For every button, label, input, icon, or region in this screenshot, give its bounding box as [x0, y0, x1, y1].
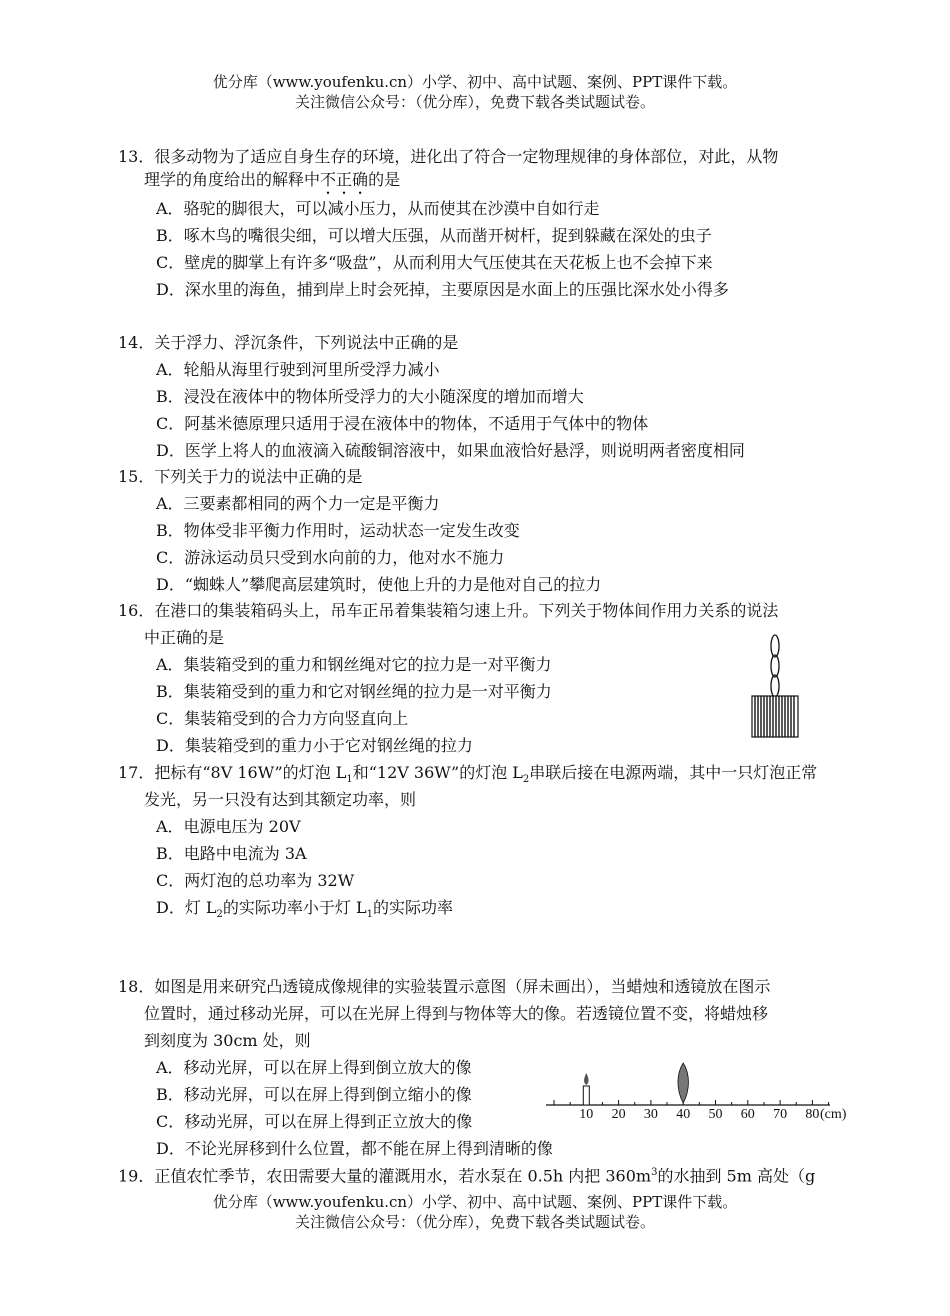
bench-tick-label: 80: [805, 1107, 820, 1122]
q17-stem-part-1: 17．把标有“8V 16W”的灯泡 L: [118, 763, 347, 782]
q17-d-sub-2: 1: [366, 909, 374, 921]
q14-option-d: D．医学上将人的血液滴入硫酸铜溶液中，如果血液恰好悬浮，则说明两者密度相同: [156, 441, 745, 460]
q16-option-d: D．集装箱受到的重力小于它对钢丝绳的拉力: [156, 736, 473, 755]
q19-stem-line-1: [118, 1162, 815, 1187]
q17-d-part-2: 的实际功率小于灯 L: [222, 898, 367, 917]
q15-option-b: B．物体受非平衡力作用时，运动状态一定发生改变: [156, 521, 520, 540]
q16-option-c: C．集装箱受到的合力方向竖直向上: [156, 709, 409, 728]
q17-option-b: B．电路中电流为 3A: [156, 844, 307, 863]
q13-option-b: B．啄木鸟的嘴很尖细，可以增大压强，从而凿开树杆，捉到躲藏在深处的虫子: [156, 226, 712, 245]
page-footer-line-1: 优分库（www.youfenku.cn）小学、初中、高中试题、案例、PPT课件下载。: [212, 1193, 738, 1211]
bench-tick-label: 60: [740, 1107, 755, 1122]
q19-stem-part-2: 的水抽到 5m 高处（g: [657, 1166, 816, 1186]
q16-option-b: B．集装箱受到的重力和它对钢丝绳的拉力是一对平衡力: [156, 682, 552, 701]
q15-option-d: D．“蜘蛛人”攀爬高层建筑时，使他上升的力是他对自己的拉力: [156, 575, 602, 594]
emphasis-dot-2: 正: [336, 170, 353, 189]
q17-stem-line-1: [118, 762, 817, 791]
q14-option-a: A．轮船从海里行驶到河里所受浮力减小: [156, 360, 440, 379]
bench-tick-label: 50: [708, 1107, 723, 1122]
q13-stem-end: 的是: [368, 170, 401, 189]
page-header-line-2: 关注微信公众号：（优分库），免费下载各类试题试卷。: [294, 93, 655, 111]
q13-stem-text: 理学的角度给出的解释中: [144, 170, 321, 189]
q13-stem-line-1: 13．很多动物为了适应自身生存的环境，进化出了符合一定物理规律的身体部位，对此，从物: [118, 147, 779, 166]
q15-option-a: A．三要素都相同的两个力一定是平衡力: [156, 494, 440, 513]
bench-tick-label: 70: [773, 1107, 788, 1122]
q13-option-c: C．壁虎的脚掌上有许多“吸盘”，从而利用大气压使其在天花板上也不会掉下来: [156, 253, 713, 272]
q17-d-part-3: 的实际功率: [373, 898, 454, 917]
lens-shape: [678, 1063, 689, 1103]
container-crane-figure: [745, 632, 805, 742]
q18-stem-line-3: 到刻度为 30cm 处，则: [144, 1031, 311, 1050]
q18-stem-line-1: 18．如图是用来研究凸透镜成像规律的实验装置示意图（屏未画出），当蜡烛和透镜放在图示: [118, 977, 771, 996]
chain-link-1: [771, 635, 779, 657]
page-header-line-1: 优分库（www.youfenku.cn）小学、初中、高中试题、案例、PPT课件下载。: [212, 73, 738, 91]
emphasis-dot-1: 不: [320, 170, 337, 189]
chain-link-2: [771, 655, 779, 677]
chain-link-3: [771, 675, 779, 697]
page-footer-line-2: 关注微信公众号：（优分库），免费下载各类试题试卷。: [294, 1213, 655, 1231]
q18-stem-line-2: 位置时，通过移动光屏，可以在光屏上得到与物体等大的像。若透镜位置不变，将蜡烛移: [144, 1004, 769, 1023]
convex-lens: [678, 1063, 689, 1103]
q17-option-d: [156, 897, 453, 926]
bench-unit-label: (cm): [820, 1107, 847, 1122]
q14-option-c: C．阿基米德原理只适用于浸在液体中的物体，不适用于气体中的物体: [156, 414, 649, 433]
q18-option-a: A．移动光屏，可以在屏上得到倒立放大的像: [156, 1058, 472, 1077]
q18-option-b: B．移动光屏，可以在屏上得到倒立缩小的像: [156, 1085, 472, 1104]
bench-tick-label: 20: [611, 1107, 626, 1122]
q18-option-d: D．不论光屏移到什么位置，都不能在屏上得到清晰的像: [156, 1139, 553, 1158]
q17-stem-part-2: 和“12V 36W”的灯泡 L: [352, 763, 523, 782]
q19-sup: 3: [651, 1167, 658, 1178]
bench-tick-label: 10: [579, 1107, 594, 1122]
q15-stem: 15．下列关于力的说法中正确的是: [118, 467, 363, 486]
optical-bench-figure: [540, 1060, 860, 1130]
q16-stem-line-1: 16．在港口的集装箱码头上，吊车正吊着集装箱匀速上升。下列关于物体间作用力关系的说法: [118, 601, 779, 620]
q15-option-c: C．游泳运动员只受到水向前的力，他对水不施力: [156, 548, 505, 567]
q16-option-a: A．集装箱受到的重力和钢丝绳对它的拉力是一对平衡力: [156, 655, 552, 674]
bench-tick-label: 30: [643, 1107, 658, 1122]
q13-option-d: D．深水里的海鱼，捕到岸上时会死掉，主要原因是水面上的压强比深水处小得多: [156, 280, 729, 299]
bench-ticks: [554, 1100, 829, 1105]
q17-sub-1: 1: [346, 774, 353, 786]
candle-body: [583, 1086, 589, 1105]
candle-flame: [584, 1073, 589, 1085]
q14-stem: 14．关于浮力、浮沉条件，下列说法中正确的是: [118, 333, 459, 352]
q17-sub-2: 2: [522, 774, 530, 786]
q19-stem-part-1: 19．正值农忙季节，农田需要大量的灌溉用水，若水泵在 0.5h 内把 360m: [118, 1166, 652, 1186]
candle: [583, 1073, 589, 1105]
q17-stem-part-3: 串联后接在电源两端，其中一只灯泡正常: [529, 763, 818, 782]
q14-option-b: B．浸没在液体中的物体所受浮力的大小随深度的增加而增大: [156, 387, 584, 406]
emphasis-dot-3: 确: [352, 170, 369, 189]
q13-stem-line-2: [144, 169, 400, 191]
q17-option-c: C．两灯泡的总功率为 32W: [156, 871, 355, 890]
bench-tick-labels: [579, 1107, 819, 1122]
q17-stem-line-2: 发光，另一只没有达到其额定功率，则: [144, 790, 417, 809]
bench-tick-label: 40: [676, 1107, 691, 1122]
q17-option-a: A．电源电压为 20V: [156, 817, 301, 836]
q18-option-c: C．移动光屏，可以在屏上得到正立放大的像: [156, 1112, 473, 1131]
q17-d-part-1: D．灯 L: [156, 898, 217, 917]
q13-option-a: A．骆驼的脚很大，可以减小压力，从而使其在沙漠中自如行走: [156, 199, 600, 218]
q16-stem-line-2: 中正确的是: [144, 628, 225, 647]
q17-d-sub-1: 2: [216, 909, 223, 921]
